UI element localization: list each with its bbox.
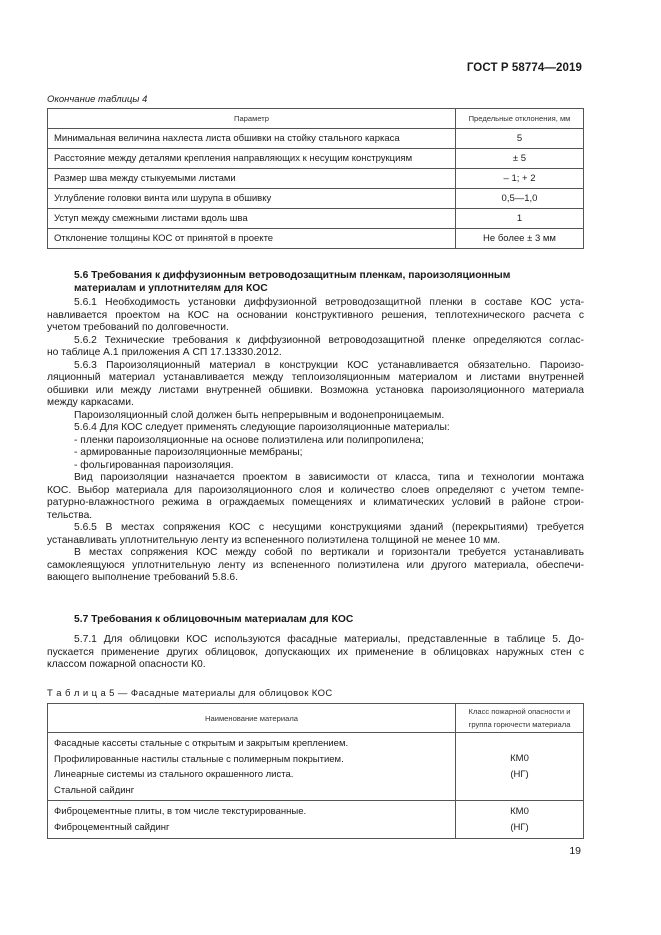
table-row xyxy=(48,209,584,229)
material-item: Фиброцементный сайдинг xyxy=(54,821,170,833)
paragraph-line: 5.6.2 Технические требования к диффузионной ветроводозащитной пленке определяются соглас- xyxy=(74,334,584,346)
material-item: Фасадные кассеты стальные с открытым и закрытым креплением. xyxy=(54,738,349,749)
paragraph-line: тельства. xyxy=(47,509,93,521)
standard-designation: ГОСТ Р 58774—2019 xyxy=(466,62,582,74)
table4-cell-deviation: 5 xyxy=(456,129,584,149)
paragraph-line: учетом требований по долговечности. xyxy=(47,322,229,333)
table5-header-row xyxy=(48,704,584,733)
table4-cell-parameter: Уступ между смежными листами вдоль шва xyxy=(48,209,456,229)
table-row xyxy=(48,801,584,839)
fire-class: КМ0 xyxy=(510,753,529,764)
table-5 xyxy=(47,703,584,839)
paragraph-line: самоклеящуюся уплотнительную ленту из вспененного полиэтилена или другого материала, обеспечи- xyxy=(47,559,584,571)
table4-cell-parameter: Минимальная величина нахлеста листа обшивки на стойку стального каркаса xyxy=(48,129,456,149)
paragraph-line: но таблице А.1 приложения А СП 17.13330.2012. xyxy=(47,347,282,358)
paragraph-line: классом пожарной опасности К0. xyxy=(47,659,206,670)
table5-cell-materials xyxy=(48,733,456,801)
paragraph-line: 5.6.1 Необходимость установки диффузионной ветроводозащитной пленки в составе КОС уста- xyxy=(74,297,584,308)
paragraph-line: КОС. Выбор материала для пароизоляционного слоя и количество слоев определяют с учетом темпе- xyxy=(47,484,584,496)
table4-cell-parameter: Расстояние между деталями крепления направляющих к несущим конструкциям xyxy=(48,149,456,169)
section-5-7-body xyxy=(47,634,584,672)
paragraph-line: пускается применение других облицовок, допускающих их применение в облицовках наружных стен с xyxy=(47,646,584,658)
section-5-7-heading: 5.7 Требования к облицовочным материалам для КОС xyxy=(74,614,354,625)
paragraph-line: 5.6.3 Пароизоляционный материал в конструкции КОС устанавливается обязательно. Пароизо- xyxy=(74,359,584,371)
list-item: - фольгированная пароизоляция. xyxy=(74,459,234,471)
table-row xyxy=(48,229,584,249)
table4-cell-deviation: 1 xyxy=(456,209,584,229)
combustibility-group: (НГ) xyxy=(510,821,529,833)
table4-header-row xyxy=(48,109,584,129)
table5-cell-class xyxy=(456,801,584,839)
table5-cell-class xyxy=(456,733,584,801)
table5-caption: Т а б л и ц а 5 — Фасадные материалы для облицовок КОС xyxy=(47,688,333,699)
table-row xyxy=(48,733,584,801)
paragraph-line: навливается проектом на КОС на основании конструктивного решения, теплотехнического расчета с xyxy=(47,309,584,321)
paragraph-line: 5.7.1 Для облицовки КОС используются фасадные материалы, представленные в таблице 5. До- xyxy=(74,634,584,645)
material-item: Профилированные настилы стальные с полимерным покрытием. xyxy=(54,753,344,765)
table-row xyxy=(48,189,584,209)
table4-cell-deviation: 0,5—1,0 xyxy=(456,189,584,209)
table4-cell-deviation: Не более ± 3 мм xyxy=(456,229,584,249)
table4-cell-parameter: Отклонение толщины КОС от принятой в проекте xyxy=(48,229,456,249)
table4-header-deviation: Предельные отклонения, мм xyxy=(456,109,584,129)
paragraph-line: устанавливать уплотнительную ленту из вспененного полиэтилена толщиной не менее 10 мм. xyxy=(47,534,501,546)
combustibility-group: (НГ) xyxy=(510,768,529,780)
material-item: Фиброцементные плиты, в том числе текстурированные. xyxy=(54,806,307,817)
paragraph-line: В местах сопряжения КОС между собой по вертикали и горизонтали требуется устанавливать xyxy=(74,547,584,558)
section-5-6-title-line2: материалам и уплотнителям для КОС xyxy=(74,282,268,294)
table4-cell-parameter: Размер шва между стыкуемыми листами xyxy=(48,169,456,189)
table5-header-class-line1: Класс пожарной опасности и xyxy=(468,707,571,716)
table4-cell-deviation: – 1; + 2 xyxy=(456,169,584,189)
paragraph-line: Вид пароизоляции назначается проектом в зависимости от класса, типа и технологии монтажа xyxy=(74,472,584,483)
list-item: - пленки пароизоляционные на основе полиэтилена или полипропилена; xyxy=(74,434,424,446)
paragraph-line: обшивки или между листами внутренней обшивки. Возможна установка пароизоляционного материала xyxy=(47,384,584,396)
paragraph-line: ляционный материал устанавливается между теплоизоляционным материалом и листами внутренней xyxy=(47,372,584,383)
section-5-6-heading xyxy=(74,270,584,295)
page-number: 19 xyxy=(569,845,581,857)
table4-cell-parameter: Углубление головки винта или шурупа в обшивку xyxy=(48,189,456,209)
section-5-6-body xyxy=(47,297,584,585)
table5-header-class-line2: группа горючести материала xyxy=(468,720,571,729)
table-row xyxy=(48,149,584,169)
table-row xyxy=(48,169,584,189)
paragraph-line: вающего выполнение требований 5.8.6. xyxy=(47,572,238,583)
table-4 xyxy=(47,108,584,249)
paragraph-line: Пароизоляционный слой должен быть непрерывным и водонепроницаемым. xyxy=(74,409,445,421)
paragraph-line: 5.6.5 В местах сопряжения КОС с несущими конструкциями зданий (перекрытиями) требуется xyxy=(74,522,584,533)
fire-class: КМ0 xyxy=(510,806,529,817)
material-item: Линеарные системы из стального окрашенного листа. xyxy=(54,769,294,780)
paragraph-line: 5.6.4 Для КОС следует применять следующие пароизоляционные материалы: xyxy=(74,422,450,433)
table4-header-parameter: Параметр xyxy=(48,109,456,129)
table4-caption: Окончание таблицы 4 xyxy=(47,94,148,105)
table-row xyxy=(48,129,584,149)
table5-header-name: Наименование материала xyxy=(48,704,456,733)
list-item: - армированные пароизоляционные мембраны; xyxy=(74,447,303,458)
table5-cell-materials xyxy=(48,801,456,839)
section-5-6-title-line1: 5.6 Требования к диффузионным ветроводозащитным пленкам, пароизоляционным xyxy=(74,270,511,281)
table4-cell-deviation: ± 5 xyxy=(456,149,584,169)
material-item: Стальной сайдинг xyxy=(54,784,135,796)
paragraph-line: ратурно-влажностного режима в ограждаемых помещениях и климатических условий в районе строи- xyxy=(47,497,584,508)
paragraph-line: между каркасами. xyxy=(47,397,134,408)
table5-header-class xyxy=(456,704,584,733)
